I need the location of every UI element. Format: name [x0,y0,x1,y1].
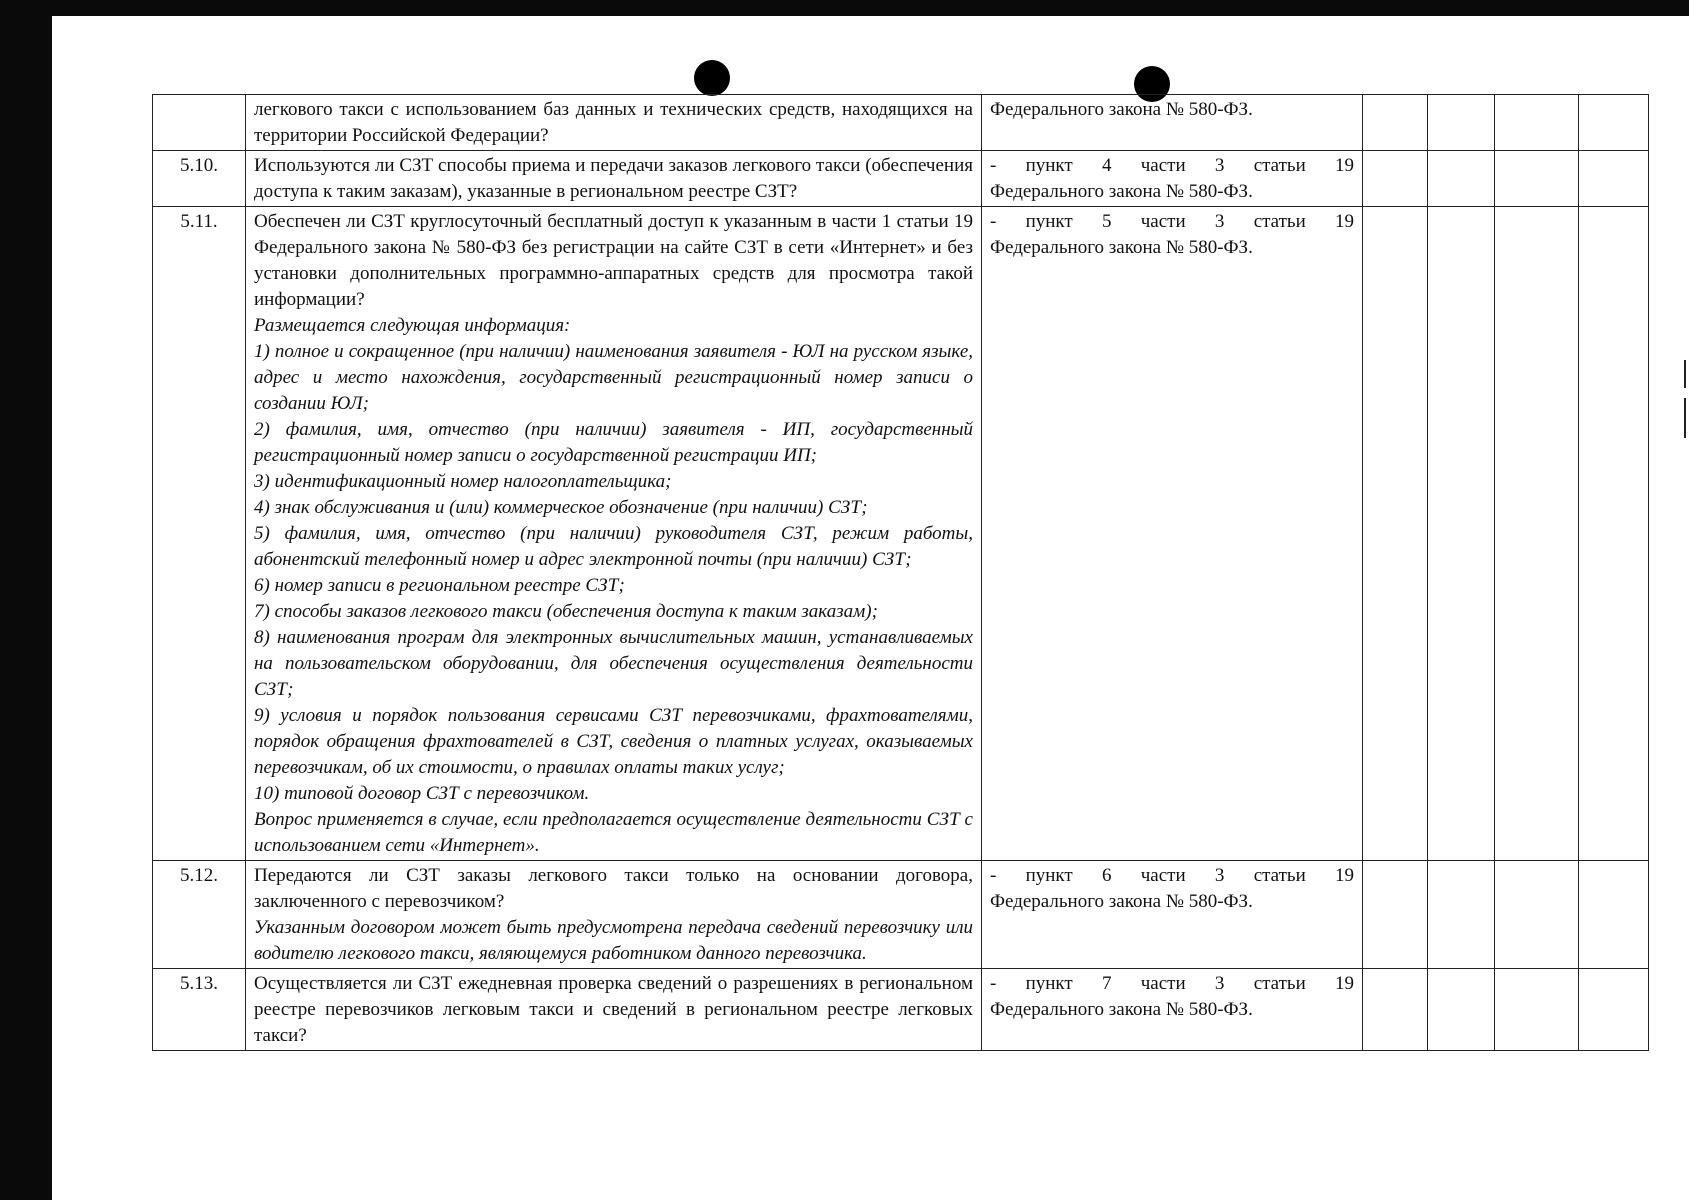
law-reference-cell [982,95,1363,151]
law-reference-word: пункт [1025,973,1073,994]
table-row [153,861,1649,969]
law-reference-tail: Федерального закона № 580-ФЗ. [990,891,1253,912]
note-line: 7) способы заказов легкового такси (обеспечения доступа к таким заказам); [254,601,878,622]
law-reference-word: статьи [1253,973,1306,994]
question-text: Осуществляется ли СЗТ ежедневная проверка сведений о разрешениях в региональном реестре перевозчиков легковым такси и сведений в региональном реестре легковых такси? [254,973,973,1046]
law-reference-word: 7 [1101,973,1112,994]
law-reference-word: 19 [1335,973,1354,994]
law-reference-word: 5 [1101,211,1112,232]
note-line: 5) фамилия, имя, отчество (при наличии) руководителя СЗТ, режим работы, абонентский телефонный номер и адрес электронной почты (при наличии) СЗТ; [254,523,973,570]
law-reference-cell [982,969,1363,1051]
note-line: 10) типовой договор СЗТ с перевозчиком. [254,783,590,804]
note-line: 3) идентификационный номер налогоплательщика; [254,471,672,492]
law-reference-word: части [1140,155,1186,176]
punch-hole-mark [694,60,730,96]
question-text: Обеспечен ли СЗТ круглосуточный бесплатный доступ к указанным в части 1 статьи 19 Федерального закона № 580-ФЗ без регистрации на сайте СЗТ в сети «Интернет» и без установки дополнительных программно-аппаратных средств для просмотра такой информации? [254,211,973,310]
table-row [153,969,1649,1051]
law-reference-tail: Федерального закона № 580-ФЗ. [990,99,1253,120]
note-line: 8) наименования програм для электронных вычислительных машин, устанавливаемых на пользовательском оборудовании, для обеспечения осуществления деятельности СЗТ; [254,627,973,700]
law-reference-word: 4 [1101,155,1112,176]
scan-edge-mark [1684,398,1686,438]
notes-cell[interactable] [1579,861,1649,969]
answer-cell-na[interactable] [1495,207,1579,861]
question-notes [254,915,973,967]
law-reference-word: 19 [1335,155,1354,176]
row-number: 5.13. [153,969,246,1051]
notes-cell[interactable] [1579,151,1649,207]
law-reference-word: части [1140,211,1186,232]
answer-cell-na[interactable] [1495,151,1579,207]
answer-cell-no[interactable] [1428,207,1495,861]
law-reference-word: статьи [1253,865,1306,886]
answer-cell-yes[interactable] [1363,95,1428,151]
law-reference-word: 19 [1335,865,1354,886]
answer-cell-yes[interactable] [1363,151,1428,207]
question-text: Используются ли СЗТ способы приема и передачи заказов легкового такси (обеспечения доступа к таким заказам), указанные в региональном реестре СЗТ? [254,155,973,202]
notes-cell[interactable] [1579,969,1649,1051]
notes-cell[interactable] [1579,207,1649,861]
law-reference-word: - [990,211,997,232]
note-line: Вопрос применяется в случае, если предполагается осуществление деятельности СЗТ с использованием сети «Интернет». [254,809,973,856]
law-reference-word: - [990,155,997,176]
scan-border-top [0,0,1689,16]
question-notes [254,313,973,859]
row-number [153,95,246,151]
notes-cell[interactable] [1579,95,1649,151]
scan-border-left [0,0,52,1200]
law-reference-word: 3 [1214,973,1225,994]
answer-cell-no[interactable] [1428,861,1495,969]
row-number: 5.11. [153,207,246,861]
answer-cell-no[interactable] [1428,95,1495,151]
law-reference-line [990,863,1354,889]
law-reference-word: - [990,865,997,886]
question-cell [246,95,982,151]
note-line: 1) полное и сокращенное (при наличии) наименования заявителя - ЮЛ на русском языке, адрес и место нахождения, государственный регистрационный номер записи о создании ЮЛ; [254,341,973,414]
question-cell [246,207,982,861]
question-cell [246,861,982,969]
note-line: Указанным договором может быть предусмотрена передача сведений перевозчику или водителю легкового такси, являющемуся работником данного перевозчика. [254,917,973,964]
question-text: легкового такси с использованием баз данных и технических средств, находящихся на территории Российской Федерации? [254,99,973,146]
note-line: 2) фамилия, имя, отчество (при наличии) заявителя - ИП, государственный регистрационный номер записи о государственной регистрации ИП; [254,419,973,466]
table-row [153,95,1649,151]
law-reference-word: части [1140,973,1186,994]
law-reference-word: 3 [1214,211,1225,232]
checklist-table [152,94,1649,1051]
law-reference-cell [982,151,1363,207]
law-reference-cell [982,861,1363,969]
answer-cell-na[interactable] [1495,861,1579,969]
law-reference-tail: Федерального закона № 580-ФЗ. [990,181,1253,202]
law-reference-tail: Федерального закона № 580-ФЗ. [990,999,1253,1020]
table-row [153,151,1649,207]
question-cell [246,969,982,1051]
table-body [153,95,1649,1051]
law-reference-line [990,971,1354,997]
law-reference-line [990,209,1354,235]
answer-cell-no[interactable] [1428,151,1495,207]
answer-cell-na[interactable] [1495,969,1579,1051]
law-reference-word: 3 [1214,865,1225,886]
answer-cell-yes[interactable] [1363,861,1428,969]
law-reference-line [990,153,1354,179]
law-reference-word: статьи [1253,211,1306,232]
note-line: Размещается следующая информация: [254,315,571,336]
answer-cell-yes[interactable] [1363,207,1428,861]
law-reference-word: пункт [1025,155,1073,176]
law-reference-cell [982,207,1363,861]
question-cell [246,151,982,207]
law-reference-word: 6 [1101,865,1112,886]
note-line: 6) номер записи в региональном реестре СЗТ; [254,575,625,596]
law-reference-word: пункт [1025,865,1073,886]
answer-cell-na[interactable] [1495,95,1579,151]
law-reference-word: - [990,973,997,994]
law-reference-tail: Федерального закона № 580-ФЗ. [990,237,1253,258]
scan-edge-mark [1684,360,1686,388]
law-reference-word: части [1140,865,1186,886]
law-reference-word: 19 [1335,211,1354,232]
question-text: Передаются ли СЗТ заказы легкового такси только на основании договора, заключенного с перевозчиком? [254,865,973,912]
note-line: 9) условия и порядок пользования сервисами СЗТ перевозчиками, фрахтователями, порядок обращения фрахтователей в СЗТ, сведения о платных услугах, оказываемых перевозчикам, об их стоимости, о правилах оплаты таких услуг; [254,705,973,778]
row-number: 5.12. [153,861,246,969]
law-reference-word: 3 [1214,155,1225,176]
answer-cell-yes[interactable] [1363,969,1428,1051]
law-reference-word: статьи [1253,155,1306,176]
table-row [153,207,1649,861]
law-reference-word: пункт [1025,211,1073,232]
row-number: 5.10. [153,151,246,207]
answer-cell-no[interactable] [1428,969,1495,1051]
note-line: 4) знак обслуживания и (или) коммерческое обозначение (при наличии) СЗТ; [254,497,868,518]
